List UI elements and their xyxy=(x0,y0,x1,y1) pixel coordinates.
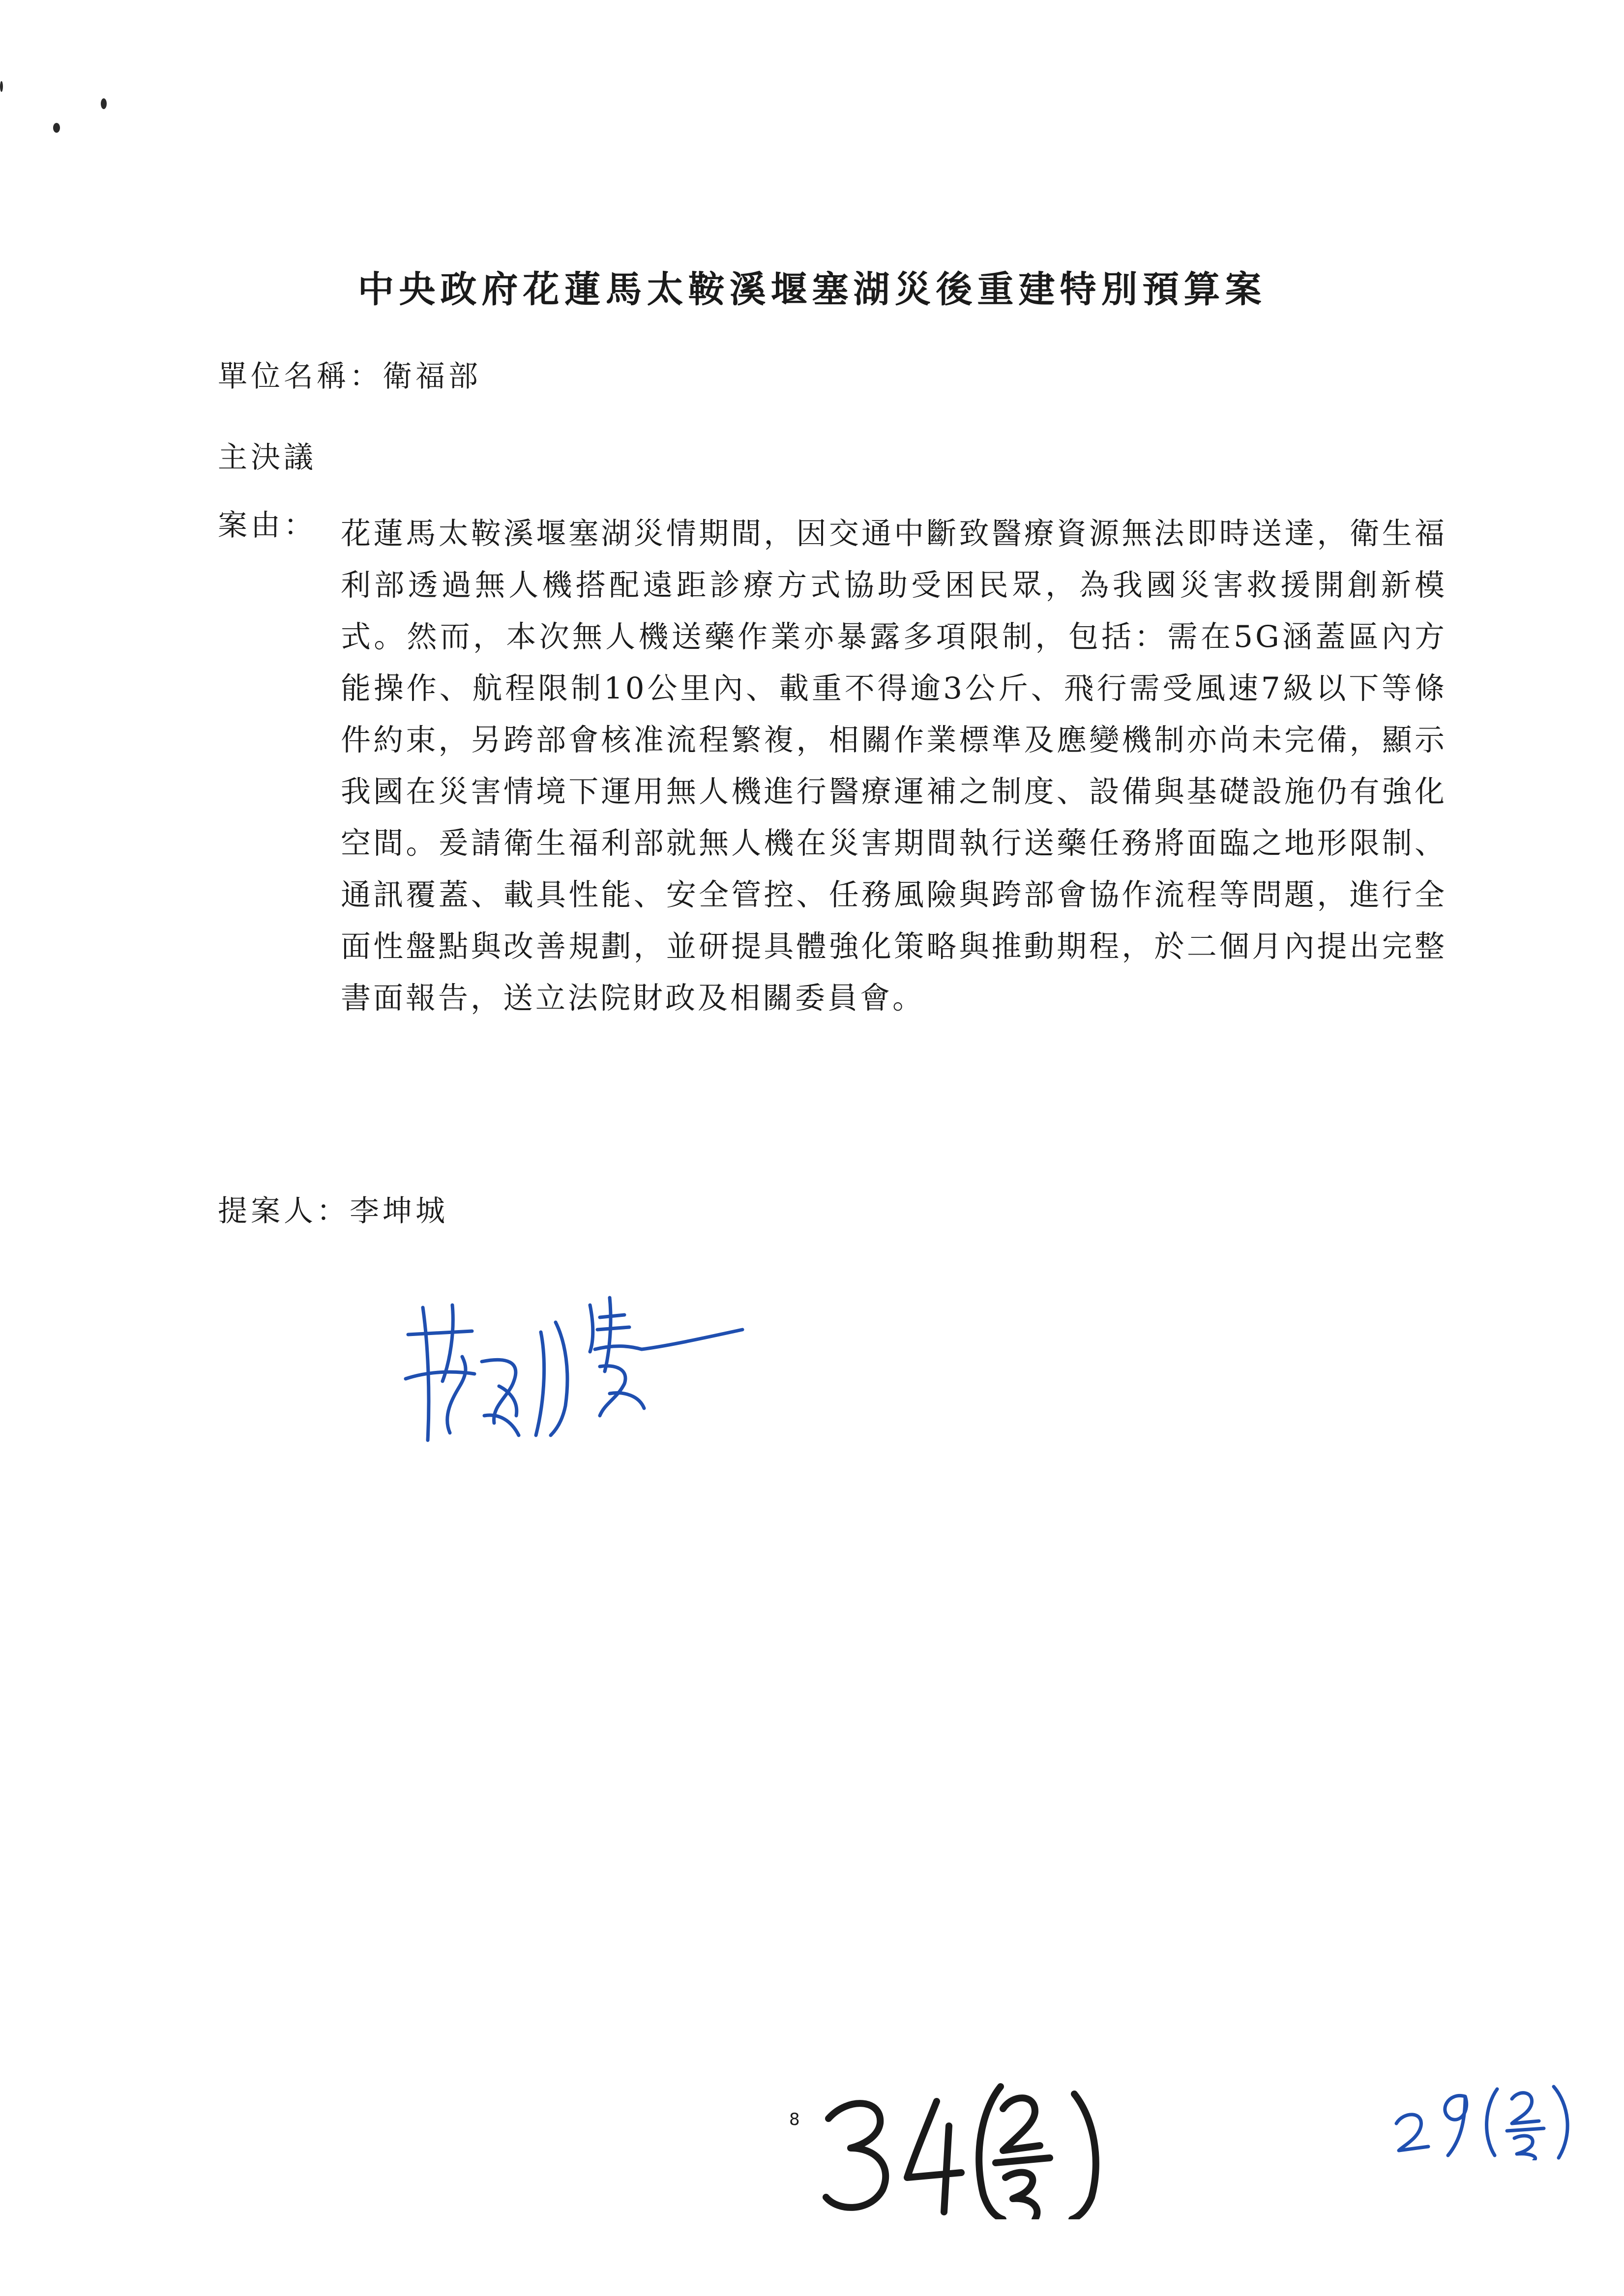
document-title: 中央政府花蓮馬太鞍溪堰塞湖災後重建特別預算案 xyxy=(357,268,1267,311)
scan-speck xyxy=(101,98,107,109)
page-number: 8 xyxy=(789,2110,800,2129)
reason-text: 花蓮馬太鞍溪堰塞湖災情期間，因交通中斷致醫療資源無法即時送達，衛生福利部透過無人機搭配遠距診療方式協助受困民眾，為我國災害救援開創新模式。然而，本次無人機送藥作業亦暴露多項限制，包括：需在5G涵蓋區內方能操作、航程限制10公里內、載重不得逾3公斤、飛行需受風速7級以下等條件約束，另跨部會核准流程繁複，相關作業標準及應變機制亦尚未完備，顯示我國在災害情境下運用無人機進行醫療運補之制度、設備與基礎設施仍有強化空間。爰請衛生福利部就無人機在災害期間執行送藥任務將面臨之地形限制、通訊覆蓋、載具性能、安全管控、任務風險與跨部會協作流程等問題，進行全面性盤點與改善規劃，並研提具體強化策略與推動期程，於二個月內提出完整書面報告，送立法院財政及相關委員會。 xyxy=(341,516,1447,1016)
scan-speck xyxy=(0,81,3,92)
unit-name: 單位名稱：衛福部 xyxy=(218,359,481,394)
resolution-type: 主決議 xyxy=(218,440,317,475)
handwritten-signature xyxy=(393,1288,752,1450)
handwritten-page-mark xyxy=(819,2072,1104,2219)
reason-label: 案由： xyxy=(218,508,317,543)
scan-speck xyxy=(53,123,60,133)
proposer: 提案人：李坤城 xyxy=(218,1194,448,1228)
handwritten-corner-mark xyxy=(1391,2077,1578,2160)
